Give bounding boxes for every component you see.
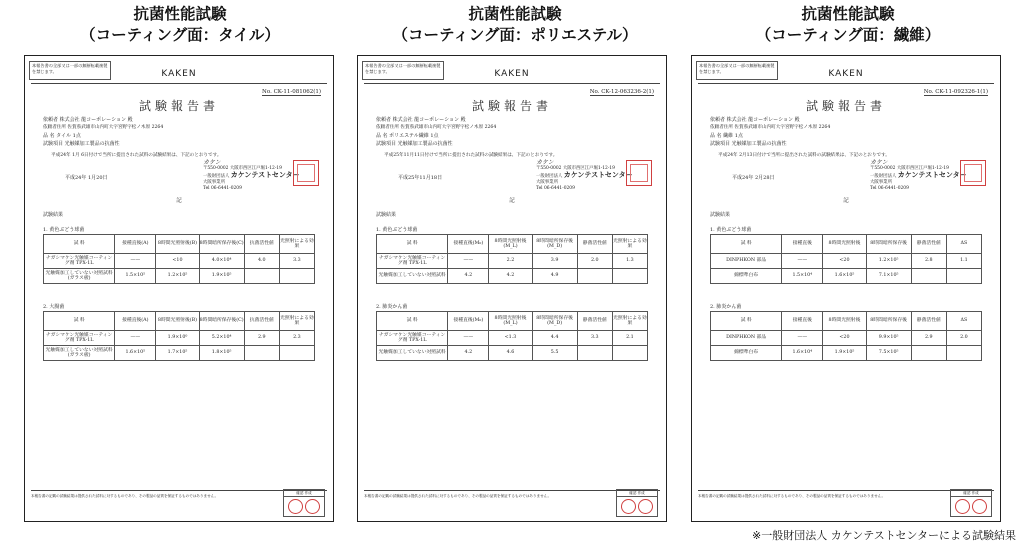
report-body: 平成24年 2月13日付けで当所に提出された試料の試験結果は、下記のとおりです。 (718, 153, 890, 158)
footer-note: 本報告書の記載の試験結果は提供された試料に対するものであり、その製品の品質を保証するものではありません。 (31, 494, 219, 498)
table-cell: 光触媒加工していない対照試料 (377, 269, 448, 284)
table-cell: 5.5 (532, 346, 577, 361)
table-cell: 1.6×10⁵ (115, 346, 156, 361)
kaken-header: KAKEN (494, 69, 530, 79)
title-line1: 抗菌性能試験 (801, 5, 895, 23)
kaken-header: KAKEN (161, 69, 197, 79)
lab-branch: 大阪事業所 (870, 180, 892, 185)
table-cell (244, 346, 279, 361)
section-1-heading: 1. 黄色ぶどう球菌 (376, 227, 418, 233)
ki-marker: 記 (843, 198, 849, 204)
test-item: 試験項目 光触媒加工製品の抗菌性 (43, 141, 120, 147)
table-cell: 2.1 (612, 331, 647, 346)
table-cell (911, 346, 946, 361)
official-seal-stamp (293, 160, 319, 186)
table-cell: 1.1 (946, 254, 981, 269)
table-cell: 光触媒加工していない対照試料 (377, 346, 448, 361)
item-name: 品 名 タイル 1点 (43, 133, 81, 139)
lab-role: 一般財団法人 (203, 174, 230, 179)
copyright-stamp-box: 本報告書の全部又は一部の無断転載複製を禁じます。 (362, 61, 444, 80)
table-row (377, 269, 648, 284)
table-cell: ナガシマケン光触媒コーティング剤 TPX-1L (44, 331, 115, 346)
table-cell: 1.9×10⁰ (156, 331, 199, 346)
table-row (44, 331, 315, 346)
table-cell: 2.9 (911, 331, 946, 346)
results-heading: 試験結果 (43, 212, 64, 218)
table-cell (911, 269, 946, 284)
ki-marker: 記 (176, 198, 182, 204)
table-cell: —— (782, 254, 823, 269)
lab-role: 一般財団法人 (536, 174, 563, 179)
client-name: 依頼者 株式会社 龍コーポレーション 殿 (43, 117, 133, 123)
table-header-cell: 8時間暗所保存後 (866, 235, 911, 254)
table-cell: 2.2 (489, 254, 532, 269)
table-cell: 2.8 (911, 254, 946, 269)
table-cell (946, 346, 981, 361)
report-body: 平成25年11月11日付けで当所に提出された試料の試験結果は、下記のとおりです。 (384, 153, 558, 158)
lab-address: 〒550-0002 大阪市西区江戸堀1-12-19 (536, 166, 615, 171)
source-caption: ※一般財団法人 カケンテストセンターによる試験結果 (752, 529, 1016, 542)
header-rule (364, 83, 660, 84)
client-address: 依頼者住所 佐賀県武雄市山内町大字宮野字松ノ木原 2264 (43, 125, 164, 130)
table-header-cell: 8時間暗所保存後 (866, 312, 911, 331)
table-header-cell: 抗菌活性値 (244, 312, 279, 331)
table-cell: 1.2×10⁵ (156, 269, 199, 284)
table-header-cell: 8時間暗所保存後(C) (199, 235, 244, 254)
table-cell: 綿標準白布 (711, 346, 782, 361)
result-table (710, 234, 982, 284)
report-number: No. CK-12-063236-2(1) (589, 89, 654, 95)
table-cell: 1.6×10⁴ (782, 346, 823, 361)
signature-box (283, 489, 325, 517)
table-cell (612, 269, 647, 284)
report-title: 試験報告書 (138, 99, 219, 113)
table-cell: 1.6×10⁵ (823, 269, 866, 284)
table-row (377, 331, 648, 346)
table-header-cell: 静菌活性値 (577, 312, 612, 331)
table-cell: 4.0×10⁴ (199, 254, 244, 269)
official-seal-stamp (626, 160, 652, 186)
table-header-cell: 試 料 (711, 312, 782, 331)
table-row (377, 254, 648, 269)
table-cell: 光触媒加工していない対照試料(ガラス板) (44, 269, 115, 284)
report-body: 平成24年 1月 6日付けで当所に提出された試料の試験結果は、下記のとおりです。 (51, 153, 222, 158)
results-heading: 試験結果 (710, 212, 731, 218)
table-cell: 4.2 (489, 269, 532, 284)
table-cell: <20 (823, 254, 866, 269)
table-header-cell: 光照射による効果 (279, 312, 314, 331)
table-header-cell: 試 料 (377, 312, 448, 331)
signature-label: 確認 作成 (284, 490, 324, 497)
report-title: 試験報告書 (805, 99, 886, 113)
table-cell: 1.5×10⁵ (115, 269, 156, 284)
table-row (44, 269, 315, 284)
table-header-row (44, 312, 315, 331)
table-cell (244, 269, 279, 284)
table-header-cell: 8時間光照射後(B) (156, 235, 199, 254)
table-header-cell: 8時間光照射後(M_L) (489, 235, 532, 254)
table-cell: 4.2 (448, 269, 489, 284)
table-header-cell: 試 料 (711, 235, 782, 254)
table-cell: —— (115, 254, 156, 269)
result-table (43, 311, 315, 361)
table-cell (279, 269, 314, 284)
table-header-row (377, 235, 648, 254)
table-header-cell: 8時間光照射後(M_L) (489, 312, 532, 331)
result-table (43, 234, 315, 284)
table-cell: 3.9 (532, 254, 577, 269)
item-name: 品 名 繊維 1点 (710, 133, 743, 139)
table-cell: —— (782, 331, 823, 346)
title-line2: （コーティング面：繊維） (755, 26, 941, 44)
client-address: 依頼者住所 佐賀県武雄市山内町大字宮野字松ノ木原 2264 (710, 125, 831, 130)
table-cell: 4.6 (489, 346, 532, 361)
client-name: 依頼者 株式会社 龍コーポレーション 殿 (710, 117, 800, 123)
table-cell: 4.0 (244, 254, 279, 269)
table-header-cell: ΔS (946, 235, 981, 254)
column-title-polyester (355, 4, 675, 46)
lab-name: カケンテストセンター (563, 171, 633, 179)
table-cell: 1.5×10⁴ (782, 269, 823, 284)
table-header-cell: 試 料 (44, 235, 115, 254)
table-cell: 4.2 (448, 346, 489, 361)
table-cell (946, 269, 981, 284)
title-line2: （コーティング面：ポリエステル） (392, 26, 638, 44)
table-header-cell: 接種直後(M₀) (448, 312, 489, 331)
lab-name: カケンテストセンター (897, 171, 967, 179)
table-cell: —— (448, 254, 489, 269)
table-cell: ナガシマケン光触媒コーティング剤 TPX-1L (44, 254, 115, 269)
table-cell: 2.3 (279, 331, 314, 346)
title-line1: 抗菌性能試験 (468, 5, 562, 23)
table-row (44, 254, 315, 269)
table-cell: 光触媒加工していない対照試料(ガラス板) (44, 346, 115, 361)
lab-address: 〒550-0002 大阪市西区江戸堀1-12-19 (870, 166, 949, 171)
signature-box (616, 489, 658, 517)
column-title-tile (20, 4, 340, 46)
table-cell: 9.9×10⁵ (866, 331, 911, 346)
report-date: 平成24年 2月28日 (732, 175, 775, 181)
table-cell (279, 346, 314, 361)
table-row (44, 346, 315, 361)
table-header-cell: 静菌活性値 (911, 235, 946, 254)
signature-label: 確認 作成 (951, 490, 991, 497)
title-line2: （コーティング面：タイル） (80, 26, 280, 44)
table-cell: <20 (823, 331, 866, 346)
table-header-cell: 8時間暗所保存後(M_D) (532, 235, 577, 254)
ki-marker: 記 (509, 198, 515, 204)
table-header-cell: 光照射による効果 (612, 312, 647, 331)
table-cell: 4.4 (532, 331, 577, 346)
table-header-cell: 接種直後 (782, 235, 823, 254)
author-seal (305, 499, 320, 514)
report-title: 試験報告書 (471, 99, 552, 113)
table-cell: 2.0 (946, 331, 981, 346)
section-2-heading: 2. 肺炎かん菌 (376, 304, 408, 310)
author-seal (972, 499, 987, 514)
table-row (377, 346, 648, 361)
table-header-cell: 光照射による効果 (279, 235, 314, 254)
table-header-row (711, 235, 982, 254)
table-cell: 綿標準白布 (711, 269, 782, 284)
reviewer-seal (288, 499, 303, 514)
table-cell: 4.9 (532, 269, 577, 284)
footer-note: 本報告書の記載の試験結果は提供された試料に対するものであり、その製品の品質を保証するものではありません。 (364, 494, 552, 498)
result-table (376, 311, 648, 361)
lab-tel: Tel 06-6441-0209 (203, 186, 242, 191)
table-header-row (377, 312, 648, 331)
table-header-cell: 8時間光照射後 (823, 312, 866, 331)
report-date: 平成24年 1月20日 (65, 175, 108, 181)
lab-tel: Tel 06-6441-0209 (870, 186, 909, 191)
table-cell: 1.7×10⁵ (156, 346, 199, 361)
column-title-fiber (688, 4, 1008, 46)
table-header-cell: 8時間暗所保存後(C) (199, 312, 244, 331)
table-row (711, 254, 982, 269)
table-header-cell: 接種直後(A) (115, 235, 156, 254)
table-cell (577, 269, 612, 284)
table-cell: ナガシマケン光触媒コーティング剤 TPX-1L (377, 254, 448, 269)
table-header-cell: 光照射による効果 (612, 235, 647, 254)
table-header-cell: 試 料 (44, 312, 115, 331)
report-date: 平成25年11月18日 (398, 175, 443, 181)
copyright-stamp-box: 本報告書の全部又は一部の無断転載複製を禁じます。 (696, 61, 778, 80)
lab-role: 一般財団法人 (870, 174, 897, 179)
table-cell (612, 346, 647, 361)
table-cell: 7.5×10⁵ (866, 346, 911, 361)
item-name: 品 名 ポリエステル繊維 1点 (376, 133, 439, 139)
report-number: No. CK-11-081062(1) (262, 89, 321, 95)
section-1-heading: 1. 黄色ぶどう球菌 (710, 227, 752, 233)
report-number: No. CK-11-092326-1(1) (923, 89, 988, 95)
test-report-document (24, 55, 334, 522)
table-cell: 5.2×10⁴ (199, 331, 244, 346)
author-seal (638, 499, 653, 514)
table-cell: 1.3 (612, 254, 647, 269)
signature-label: 確認 作成 (617, 490, 657, 497)
table-cell: ナガシマケン光触媒コーティング剤 TPX-1L (377, 331, 448, 346)
signature-box (950, 489, 992, 517)
test-item: 試験項目 光触媒加工製品の抗菌性 (376, 141, 453, 147)
header-rule (31, 83, 327, 84)
section-2-heading: 2. 大腸菌 (43, 304, 65, 310)
header-rule (698, 83, 994, 84)
lab-logo: カケン (536, 159, 554, 166)
table-cell: 2.0 (577, 254, 612, 269)
results-heading: 試験結果 (376, 212, 397, 218)
result-table (376, 234, 648, 284)
table-cell: 3.3 (577, 331, 612, 346)
table-cell: <10 (156, 254, 199, 269)
table-cell: DINPHKON 部品 (711, 254, 782, 269)
table-cell: —— (448, 331, 489, 346)
table-cell: 1.9×10⁵ (199, 269, 244, 284)
result-table (710, 311, 982, 361)
table-row (711, 346, 982, 361)
table-header-cell: 抗菌活性値 (244, 235, 279, 254)
table-cell: DINPHKON 部品 (711, 331, 782, 346)
table-header-cell: 8時間暗所保存後(M_D) (532, 312, 577, 331)
table-header-row (44, 235, 315, 254)
table-header-cell: ΔS (946, 312, 981, 331)
lab-tel: Tel 06-6441-0209 (536, 186, 575, 191)
table-row (711, 269, 982, 284)
table-header-cell: 8時間光照射後(B) (156, 312, 199, 331)
table-header-cell: 接種直後(A) (115, 312, 156, 331)
lab-branch: 大阪事業所 (203, 180, 225, 185)
table-cell: <1.3 (489, 331, 532, 346)
table-cell: 1.2×10⁵ (866, 254, 911, 269)
lab-branch: 大阪事業所 (536, 180, 558, 185)
table-cell: 1.8×10⁵ (199, 346, 244, 361)
lab-logo: カケン (870, 159, 888, 166)
reviewer-seal (621, 499, 636, 514)
client-name: 依頼者 株式会社 龍コーポレーション 殿 (376, 117, 466, 123)
table-header-cell: 8時間光照射後 (823, 235, 866, 254)
official-seal-stamp (960, 160, 986, 186)
title-line1: 抗菌性能試験 (133, 5, 227, 23)
table-header-cell: 静菌活性値 (577, 235, 612, 254)
table-cell (577, 346, 612, 361)
test-item: 試験項目 光触媒加工製品の抗菌性 (710, 141, 787, 147)
section-2-heading: 2. 肺炎かん菌 (710, 304, 742, 310)
test-report-document (691, 55, 1001, 522)
client-address: 依頼者住所 佐賀県武雄市山内町大字宮野字松ノ木原 2264 (376, 125, 497, 130)
reviewer-seal (955, 499, 970, 514)
table-row (711, 331, 982, 346)
table-header-cell: 試 料 (377, 235, 448, 254)
table-cell: —— (115, 331, 156, 346)
test-report-document (357, 55, 667, 522)
section-1-heading: 1. 黄色ぶどう球菌 (43, 227, 85, 233)
table-cell: 2.9 (244, 331, 279, 346)
kaken-header: KAKEN (828, 69, 864, 79)
table-header-row (711, 312, 982, 331)
table-cell: 3.3 (279, 254, 314, 269)
lab-logo: カケン (203, 159, 221, 166)
footer-note: 本報告書の記載の試験結果は提供された試料に対するものであり、その製品の品質を保証するものではありません。 (698, 494, 886, 498)
lab-name: カケンテストセンター (230, 171, 300, 179)
table-header-cell: 接種直後(M₀) (448, 235, 489, 254)
table-header-cell: 静菌活性値 (911, 312, 946, 331)
table-cell: 7.1×10⁵ (866, 269, 911, 284)
table-header-cell: 接種直後 (782, 312, 823, 331)
table-cell: 1.9×10⁵ (823, 346, 866, 361)
lab-address: 〒550-0002 大阪市西区江戸堀1-12-19 (203, 166, 282, 171)
copyright-stamp-box: 本報告書の全部又は一部の無断転載複製を禁じます。 (29, 61, 111, 80)
